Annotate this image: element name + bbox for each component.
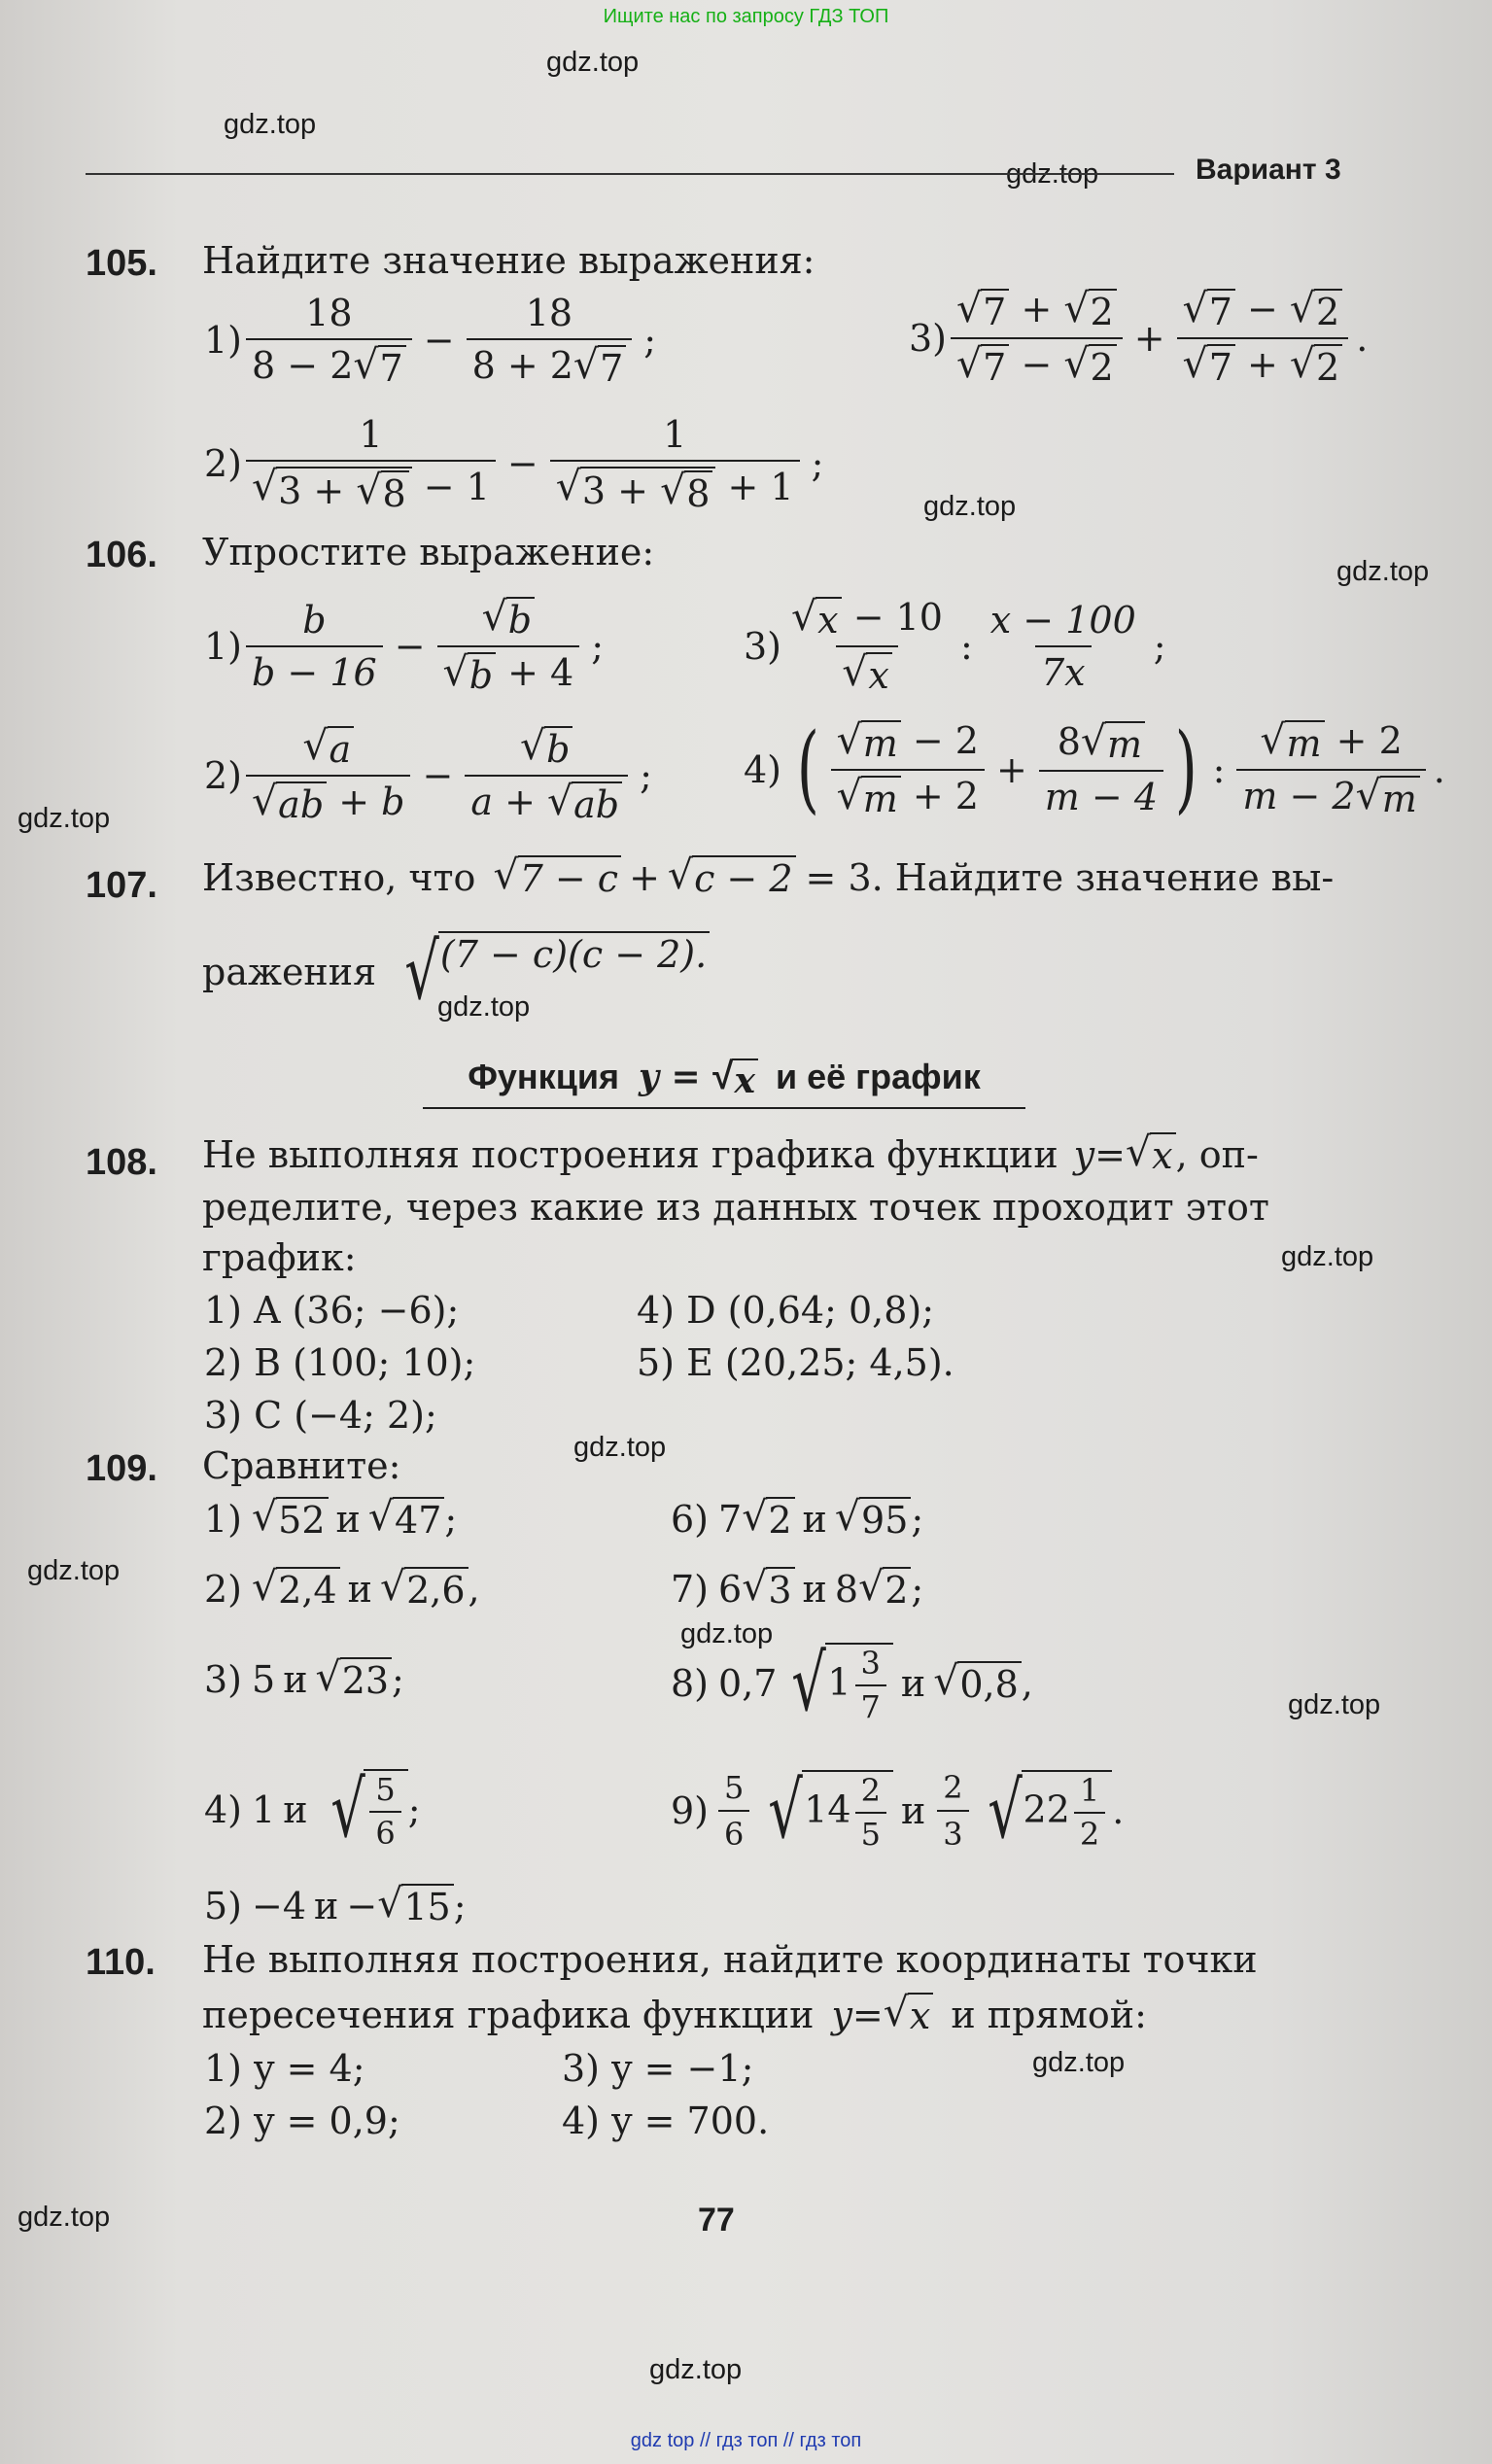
fraction: √ a √ ab + b — [246, 725, 410, 826]
option: 4) y = 700. — [562, 2100, 770, 2142]
fraction: √ b a + √ ab — [465, 725, 628, 826]
compare-6: 6) 7 √ 2 и √ 95 ; — [671, 1493, 924, 1542]
compare-8: 8) 0,7 √ 1 $\frac{3}{7}$ и √ 0,8 , — [671, 1638, 1033, 1728]
watermark: gdz.top — [649, 2354, 743, 2385]
watermark: gdz.top — [17, 2202, 111, 2233]
compare-7: 7) 6 √ 3 и 8 √ 2 ; — [671, 1563, 924, 1612]
option: 2) B (100; 10); — [204, 1341, 476, 1384]
variant-label: Вариант 3 — [1196, 154, 1341, 186]
watermark: gdz.top — [1336, 556, 1430, 587]
option: 1) y = 4; — [204, 2047, 365, 2090]
fraction: √ m − 2 √ m + 2 — [831, 719, 985, 820]
problem-text: ражения √ (7 − c)(c − 2). — [202, 931, 710, 1013]
compare-4: 4) 1 и √ $\frac{5}{6}$ ; — [204, 1764, 421, 1855]
watermark: gdz.top — [1032, 2047, 1126, 2078]
problem-text: Не выполняя построения графика функции y = √ x , оп- — [202, 1128, 1259, 1177]
problem-text: Известно, что √ 7 − c + √ c − 2 = 3. Найдите значение вы- — [202, 851, 1335, 900]
expression-105-1: 1) 18 8 − 2 √ 7 − 18 8 + 2 √ 7 ; — [204, 292, 657, 390]
watermark: gdz.top — [27, 1555, 121, 1586]
fraction: √ 7 − √ 2 √ 7 + √ 2 — [1177, 288, 1349, 389]
page-number: 77 — [698, 2202, 735, 2238]
header-rule — [86, 173, 1174, 175]
option: 4) D (0,64; 0,8); — [637, 1289, 935, 1332]
watermark: gdz.top — [1288, 1689, 1381, 1720]
problem-text: ределите, через какие из данных точек проходит этот — [202, 1186, 1269, 1229]
problem-text: Сравните: — [202, 1444, 401, 1487]
compare-9: 9) $\frac{5}{6}$ √ 14 $\frac{2}{5}$ и $\frac{2}{3}$ √ 22 $\frac{1}{2}$ . — [671, 1764, 1125, 1856]
watermark: gdz.top — [17, 803, 111, 834]
fraction: 18 8 + 2 √ 7 — [467, 292, 633, 390]
problem-text: пересечения графика функции y = √ x и прямой: — [202, 1989, 1147, 2037]
option: 3) C (−4; 2); — [204, 1394, 437, 1437]
expression-106-1: 1) $\frac{b}{b - 16}$ − √ b √ b + 4 ; — [204, 593, 605, 697]
option: 1) A (36; −6); — [204, 1289, 460, 1332]
problem-text: Найдите значение выражения: — [202, 239, 815, 282]
top-banner[interactable]: Ищите нас по запросу ГДЗ ТОП — [603, 6, 889, 27]
fraction: $\frac{x - 100}{7x}$ — [989, 598, 1136, 694]
expression-105-2: 2) 1 √ 3 + √ 8 − 1 − 1 √ 3 + √ 8 + 1 ; — [204, 413, 824, 515]
option: 5) E (20,25; 4,5). — [637, 1341, 954, 1384]
watermark: gdz.top — [573, 1432, 667, 1463]
fraction: 8 √ m m − 4 — [1039, 720, 1163, 818]
problem-number: 108. — [86, 1142, 157, 1183]
fraction: √ m + 2 m − 2 √ m — [1236, 719, 1425, 820]
compare-1: 1) √ 52 и √ 47 ; — [204, 1493, 458, 1542]
problem-text: Не выполняя построения, найдите координаты точки — [202, 1938, 1258, 1981]
fraction: 1 √ 3 + √ 8 + 1 — [550, 413, 800, 515]
watermark: gdz.top — [680, 1618, 774, 1649]
compare-3: 3) 5 и √ 23 ; — [204, 1653, 404, 1702]
problem-number: 105. — [86, 243, 157, 284]
option: 2) y = 0,9; — [204, 2100, 400, 2142]
problem-text: Упростите выражение: — [202, 531, 655, 573]
watermark: gdz.top — [224, 109, 317, 140]
fraction: √ x − 10 √ x — [791, 593, 943, 697]
compare-5: 5) −4 и − √ 15 ; — [204, 1880, 467, 1928]
fraction: 1 √ 3 + √ 8 − 1 — [246, 413, 496, 515]
option: 3) y = −1; — [562, 2047, 754, 2090]
problem-number: 106. — [86, 535, 157, 575]
problem-number: 107. — [86, 865, 157, 906]
fraction: 18 8 − 2 √ 7 — [246, 292, 412, 390]
watermark: gdz.top — [1006, 158, 1099, 190]
watermark: gdz.top — [1281, 1241, 1374, 1272]
compare-2: 2) √ 2,4 и √ 2,6 , — [204, 1563, 480, 1612]
expression-106-3: 3) √ x − 10 √ x : $\frac{x - 100}{7x}$ ; — [744, 593, 1166, 697]
watermark: gdz.top — [437, 991, 531, 1023]
fraction: $\frac{b}{b - 16}$ — [246, 599, 383, 694]
watermark: gdz.top — [546, 47, 640, 78]
problem-number: 110. — [86, 1942, 156, 1983]
expression-105-3: 3) √ 7 + √ 2 √ 7 − √ 2 + √ 7 − √ 2 √ 7 + √ 2 . — [909, 285, 1369, 389]
expression-106-2: 2) √ a √ ab + b − √ b a + √ ab ; — [204, 722, 652, 826]
watermark: gdz.top — [923, 491, 1017, 522]
problem-text: график: — [202, 1236, 357, 1279]
section-title: Функция y = √ x и её график — [423, 1057, 1025, 1109]
expression-106-4: 4) ( √ m − 2 √ m + 2 + 8 √ m m − 4 ) : √ m + 2 m − 2 √ m . — [744, 712, 1445, 825]
fraction: √ b √ b + 4 — [437, 596, 580, 697]
fraction: √ 7 + √ 2 √ 7 − √ 2 — [951, 288, 1123, 389]
bottom-banner[interactable]: gdz top // гдз топ // гдз топ — [630, 2430, 862, 2451]
problem-number: 109. — [86, 1448, 157, 1489]
